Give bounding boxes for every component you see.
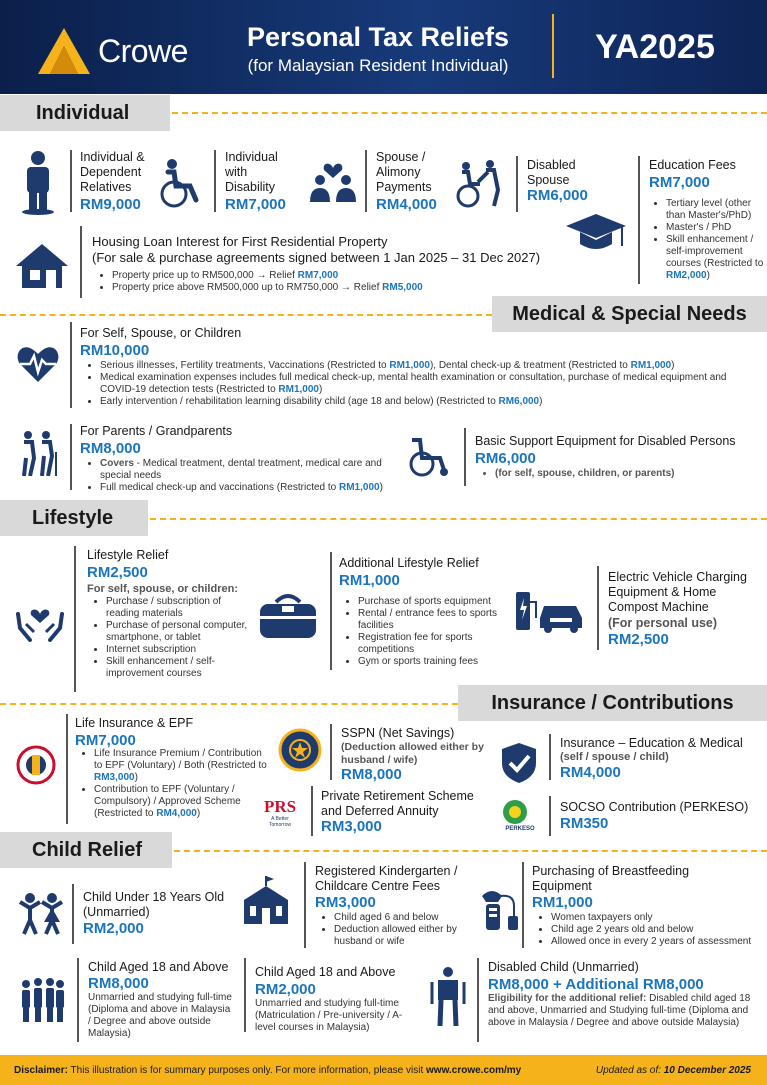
graduation-cap-icon xyxy=(566,214,626,256)
person-icon xyxy=(18,150,58,216)
sspn-note: (Deduction allowed either by husband / wife) xyxy=(341,741,484,766)
divider-line xyxy=(597,566,599,650)
list-item: • Medical examination expenses includes full medical check-up, mental health examination or consultation, purchase of medical equipment and COVID-19 detection tests (Restricted to RM1,000) xyxy=(100,372,754,396)
medical-parents-amount: RM8,000 xyxy=(80,440,141,457)
divider-line xyxy=(74,546,76,692)
section-divider xyxy=(174,850,767,852)
list-item: • Serious illnesses, Fertility treatments, Vaccinations (Restricted to RM1,000), Dental check-up & treatment (Restricted to RM1,000) xyxy=(100,360,754,372)
prs-amount: RM3,000 xyxy=(321,818,382,835)
medical-self-label: For Self, Spouse, or Children xyxy=(80,326,242,340)
disabled-child-icon xyxy=(428,966,468,1028)
divider-line xyxy=(70,322,72,408)
divider-line xyxy=(330,552,332,670)
lifestyle-relief-amount: RM2,500 xyxy=(87,564,148,581)
sspn-amount: RM8,000 xyxy=(341,766,402,783)
perkeso-logo-icon: PERKESO xyxy=(500,798,540,838)
list-item: • (for self, spouse, children, or parents) xyxy=(495,468,759,480)
section-insurance: Insurance / Contributions xyxy=(458,685,767,721)
child-above18-diploma-amount: RM8,000 xyxy=(88,975,149,992)
list-item: • Life Insurance Premium / Contribution to EPF (Voluntary) / Both (Restricted to RM3,000) xyxy=(94,748,272,784)
crowe-logo-text: Crowe xyxy=(98,33,188,69)
prs-label: Private Retirement Scheme and Deferred Annuity xyxy=(321,789,474,818)
section-divider xyxy=(0,703,458,705)
divider-line xyxy=(549,796,551,836)
medical-self-amount: RM10,000 xyxy=(80,342,150,359)
page-subtitle: (for Malaysian Resident Individual) xyxy=(247,56,509,75)
divider-line xyxy=(70,150,72,212)
divider-line xyxy=(80,226,82,298)
divider-line xyxy=(638,156,640,284)
breast-pump-icon xyxy=(478,886,520,932)
section-medical: Medical & Special Needs xyxy=(492,296,767,332)
list-item: • Covers - Medical treatment, dental treatment, medical care and special needs xyxy=(100,458,394,482)
list-item: • Deduction allowed either by husband or wife xyxy=(334,924,478,948)
list-item: • Registration fee for sports competitions xyxy=(358,632,507,656)
list-item: • Contribution to EPF (Voluntary / Compulsory) / Approved Scheme (Restricted to RM4,000) xyxy=(94,784,272,820)
list-item: • Skill enhancement / self-improvement courses (Restricted to RM2,000) xyxy=(666,234,767,282)
list-item: • Property price up to RM500,000 → Relief RM7,000 xyxy=(112,270,496,282)
child-above18-matric-label: Child Aged 18 and Above xyxy=(255,965,396,979)
education-fees-label: Education Fees xyxy=(649,158,736,172)
divider-line xyxy=(365,150,367,212)
housing-loan-subtitle: (For sale & purchase agreements signed between 1 Jan 2025 – 31 Dec 2027) xyxy=(92,250,541,265)
divider-line xyxy=(477,958,479,1042)
support-equipment-label: Basic Support Equipment for Disabled Persons xyxy=(475,434,736,448)
additional-lifestyle-label: Additional Lifestyle Relief xyxy=(339,556,479,570)
section-divider xyxy=(0,314,492,316)
insurance-edu-med-note: (self / spouse / child) xyxy=(560,751,669,763)
divider-line xyxy=(214,150,216,212)
header-divider xyxy=(552,14,554,78)
divider-line xyxy=(464,428,466,486)
list-item: • Child aged 6 and below xyxy=(334,912,478,924)
child-above18-matric-desc: Unmarried and studying full-time (Matriculation / Pre-university / A-level courses in Malaysia) xyxy=(255,998,403,1033)
education-fees-amount: RM7,000 xyxy=(649,174,710,191)
breastfeeding-label: Purchasing of Breastfeeding Equipment xyxy=(532,864,690,893)
wheelchair-equipment-icon xyxy=(408,436,452,478)
list-item: • Full medical check-up and vaccinations (Restricted to RM1,000) xyxy=(100,482,394,494)
child-above18-diploma-label: Child Aged 18 and Above xyxy=(88,960,229,974)
child-above18-matric-amount: RM2,000 xyxy=(255,981,316,998)
caring-hands-icon xyxy=(16,598,64,642)
list-item: • Internet subscription xyxy=(106,644,250,656)
spouse-amount: RM4,000 xyxy=(376,196,437,213)
footer xyxy=(0,1055,767,1085)
ev-charging-note: (For personal use) xyxy=(608,616,718,630)
breastfeeding-amount: RM1,000 xyxy=(532,894,593,911)
crowe-logo-icon xyxy=(38,28,90,74)
page-title: Personal Tax Reliefs xyxy=(246,22,510,52)
divider-line xyxy=(330,724,332,780)
disclaimer-text: Disclaimer: This illustration is for summary purposes only. For more information, please visit www.crowe.com/my xyxy=(14,1064,522,1076)
life-insurance-label: Life Insurance & EPF xyxy=(75,716,194,730)
sports-bag-icon xyxy=(256,592,320,640)
divider-line xyxy=(244,958,246,1032)
divider-line xyxy=(66,714,68,824)
list-item: • Gym or sports training fees xyxy=(358,656,507,668)
list-item: • Child age 2 years old and below xyxy=(551,924,765,936)
medical-self-list xyxy=(84,360,754,408)
divider-line xyxy=(77,958,79,1042)
divider-line xyxy=(516,156,518,212)
sspn-label: SSPN (Net Savings) xyxy=(341,726,455,740)
couple-heart-icon xyxy=(308,158,358,202)
disability-label: Individual with Disability xyxy=(225,150,278,194)
medical-parents-list xyxy=(84,458,394,494)
list-item: • Property price above RM500,000 up to RM750,000 → Relief RM5,000 xyxy=(112,282,496,294)
disabled-child-label: Disabled Child (Unmarried) xyxy=(488,960,639,974)
disabled-child-amount: RM8,000 + Additional RM8,000 xyxy=(488,976,704,993)
section-lifestyle: Lifestyle xyxy=(0,500,148,536)
kindergarten-amount: RM3,000 xyxy=(315,894,376,911)
dependent-relatives-label: Individual & Dependent Relatives xyxy=(80,150,145,194)
list-item: • Skill enhancement / self-improvement courses xyxy=(106,656,250,680)
divider-line xyxy=(304,862,306,948)
dependent-relatives-amount: RM9,000 xyxy=(80,196,141,213)
section-individual: Individual xyxy=(0,95,170,131)
list-item: • Tertiary level (other than Master's/PhD) xyxy=(666,198,767,222)
list-item: • Master's / PhD xyxy=(666,222,767,234)
year-of-assessment: YA2025 xyxy=(595,28,715,66)
list-item: • Purchase of personal computer, smartphone, or tablet xyxy=(106,620,250,644)
disabled-spouse-amount: RM6,000 xyxy=(527,187,588,204)
lifestyle-relief-list xyxy=(90,596,250,680)
education-fees-list xyxy=(650,198,767,282)
divider-line xyxy=(70,424,72,490)
child-above18-diploma-desc: Unmarried and studying full-time (Diploma and above in Malaysia / Degree and above outside Malaysia) xyxy=(88,992,232,1039)
website-link[interactable]: www.crowe.com/my xyxy=(426,1064,522,1076)
life-insurance-amount: RM7,000 xyxy=(75,732,136,749)
list-item: • Purchase of sports equipment xyxy=(358,596,507,608)
divider-line xyxy=(549,734,551,780)
header-banner xyxy=(0,0,767,94)
sspn-logo-icon xyxy=(278,728,322,772)
kindergarten-label: Registered Kindergarten / Childcare Centre Fees xyxy=(315,864,458,893)
ev-charging-label: Electric Vehicle Charging Equipment & Home Compost Machine xyxy=(608,570,747,614)
divider-line xyxy=(72,884,74,944)
medical-parents-label: For Parents / Grandparents xyxy=(80,424,233,438)
insurance-edu-med-label: Insurance – Education & Medical xyxy=(560,736,743,750)
elderly-couple-icon xyxy=(16,430,60,476)
socso-amount: RM350 xyxy=(560,815,609,832)
list-item: • Allowed once in every 2 years of assessment xyxy=(551,936,765,948)
kwsp-logo-icon xyxy=(16,745,56,785)
ev-charging-amount: RM2,500 xyxy=(608,631,669,648)
support-equipment-amount: RM6,000 xyxy=(475,450,536,467)
list-item: • Women taxpayers only xyxy=(551,912,765,924)
list-item: • Purchase / subscription of reading materials xyxy=(106,596,250,620)
prs-logo-icon: PRS A Better Tomorrow xyxy=(263,797,297,828)
section-divider xyxy=(172,112,767,114)
updated-date: Updated as of: 10 December 2025 xyxy=(595,1064,751,1076)
socso-label: SOCSO Contribution (PERKESO) xyxy=(560,800,749,814)
lifestyle-relief-sub: For self, spouse, or children: xyxy=(87,583,238,595)
life-insurance-list xyxy=(78,748,272,820)
ev-charging-icon xyxy=(514,588,586,634)
children-icon xyxy=(18,892,64,936)
disability-amount: RM7,000 xyxy=(225,196,286,213)
breastfeeding-list xyxy=(535,912,765,948)
disabled-spouse-label: Disabled Spouse xyxy=(527,158,576,187)
list-item: • Early intervention / rehabilitation learning disability child (age 18 and below) (Restricted to RM6,000) xyxy=(100,396,754,408)
wheelchair-icon xyxy=(160,158,202,210)
disabled-spouse-icon xyxy=(456,160,506,208)
kindergarten-list xyxy=(318,912,478,948)
additional-lifestyle-amount: RM1,000 xyxy=(339,572,400,589)
support-equipment-list xyxy=(479,468,759,480)
heartbeat-icon xyxy=(16,344,60,384)
section-child: Child Relief xyxy=(0,832,172,868)
additional-lifestyle-list xyxy=(342,596,507,668)
school-building-icon xyxy=(240,876,292,926)
divider-line xyxy=(522,862,524,948)
housing-loan-title: Housing Loan Interest for First Residential Property xyxy=(92,234,388,249)
section-divider xyxy=(150,518,767,520)
house-icon xyxy=(16,244,68,288)
housing-loan-list xyxy=(96,270,496,294)
family-group-icon xyxy=(18,976,66,1022)
disabled-child-eligibility: Eligibility for the additional relief: Disabled child aged 18 and above, Unmarried and Studying full-time (Diploma and above in Malaysia / Degree and above outside Malaysia) xyxy=(488,993,751,1028)
child-under18-amount: RM2,000 xyxy=(83,920,144,937)
insurance-edu-med-amount: RM4,000 xyxy=(560,764,621,781)
shield-check-icon xyxy=(500,741,538,785)
lifestyle-relief-label: Lifestyle Relief xyxy=(87,548,169,562)
divider-line xyxy=(311,786,313,836)
spouse-label: Spouse / Alimony Payments xyxy=(376,150,432,194)
child-under18-label: Child Under 18 Years Old (Unmarried) xyxy=(83,890,225,919)
list-item: • Rental / entrance fees to sports facilities xyxy=(358,608,507,632)
